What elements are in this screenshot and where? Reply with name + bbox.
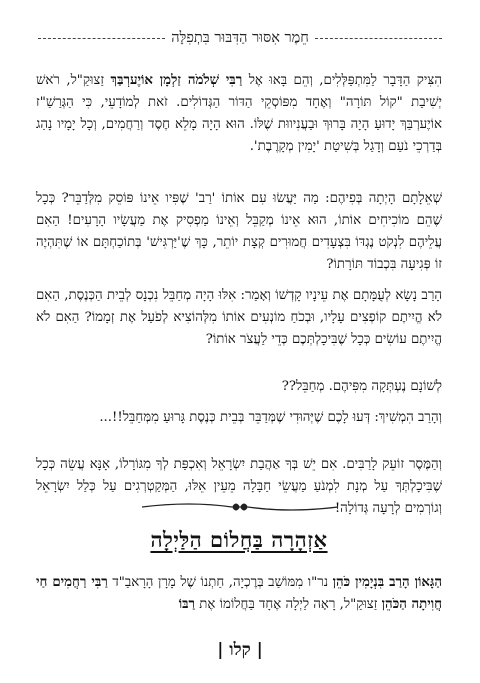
- page-number: | קלו |: [217, 640, 263, 660]
- paragraph-3-text: הָרַב נָשָׂא לְעֻמָּתָם אֶת עֵינָיו קָדְשׁוֹ וְאָמַר: אִלּוּ הָיָה מְחַבֵּל נִכְנָס לְבֵית הַכְּנֶסֶת, הַאִם לֹא הֱיִיתֶם קוֹפְצִים עָלָיו, וּבְכֹחַ מוֹנְעִים אוֹתוֹ מִלְּהוֹצִיא לְפֹעַל אֶת זְמָמוֹ? הַאִם לֹא הֱיִיתֶם עוֹשִׂים כְּכָל שֶׁבִּיכָלְתְּכֶם כְּדֵי לַעֲצֹר אוֹתוֹ?: [36, 288, 442, 347]
- paragraph-5: [36, 407, 442, 429]
- running-header: [32, 28, 448, 48]
- section-lead-rest: נר"ו מִמּוֹשַׁב בְּרֶכְיָה, חַתְנוֹ שֶׁל מָרָן הָרָאבַ"ד: [112, 575, 329, 590]
- section-divider: [140, 497, 340, 517]
- paragraph-1: [36, 70, 442, 158]
- paragraph-2-text: שְׁאֵלָתָם הָיְתָה בְּפִיהֶם: מַה יַּעֲשׂוּ עִם אוֹתוֹ 'רַב' שֶׁפִּיו אֵינוֹ פּוֹסֵק מִלְּדַבֵּר? כְּכָל שֶׁהֵם מוֹכִיחִים אוֹתוֹ, הוּא אֵינוֹ מְקַבֵּל וְאֵינוֹ מַפְסִיק אֶת מַעֲשָׂיו הָרָעִים! הַאִם עֲלֵיהֶם לִנְקֹט נֶגְדּוֹ בִּצְעָדִים חֲמוּרִים קְצָת יוֹתֵר, כָּךְ שֶׁ'יַּרְגִּישׁ' בְּתוֹכַחְתָּם אוֹ שֶׁתִּהְיֶה זוֹ פְּגִיעָה בִּכְבוֹד תּוֹרָתוֹ?: [36, 191, 442, 272]
- paragraph-2: [36, 188, 442, 276]
- paragraph-4: [36, 376, 442, 398]
- rabbi-name: רַבִּי שְׁלֹמֹה זַלְמָן אוֹיֶערְבַּךְ: [110, 73, 243, 88]
- running-header-title: חֵמֶר אִסּוּר הַדִּבּוּר בִּתְפִלָּה: [171, 29, 309, 46]
- header-rule-left: [38, 38, 165, 39]
- section-line-end: רַבּוֹ: [178, 597, 196, 612]
- paragraph-1-rest: זַצוּקַ"ל, רֹאשׁ יְשִׁיבַת "קוֹל תּוֹרָה" וְאֶחָד מִפּוֹסְקֵי הַדּוֹר הַגְּדוֹלִים. זֹאת לְמוֹדָעֵי, כִּי הַגְּרַשַׁ"ז אוֹיֶערְבַּךְ יָדוּעַ הָיָה בָּרוּךְ וּבַעֲנִיווּת שֶׁלּוֹ. הוּא הָיָה מָלֵא חֶסֶד וְרַחֲמִים, וְכָל יָמָיו נָהַג בְּדַרְכֵי נֹעַם וְדָגַל בְּשִׁיטַת 'יָמִין מְקָרֶבֶת'.: [36, 73, 442, 154]
- paragraph-1-lead: הִצִּיק הַדָּבָר לַמִּתְפַּלְּלִים, וְהֵם בָּאוּ אֶל: [248, 73, 442, 88]
- section-paragraph: [36, 572, 442, 616]
- paragraph-3: [36, 285, 442, 351]
- ornament-icon: [140, 499, 340, 515]
- header-rule-right: [315, 38, 442, 39]
- section-title: אַזְהָרָה בַּחֲלוֹם הַלַּיְלָה: [150, 527, 328, 552]
- section-second-rest: זַצוּקַ"ל, רָאָה לַיְלָה אֶחָד בַּחֲלוֹמוֹ אֶת: [199, 597, 378, 612]
- section-second-name: רַבִּי רַחֲמִים חַי חֲוִיתָה הַכֹּהֵן: [36, 575, 442, 612]
- section-lead-name: הַגָּאוֹן הָרַב בִּנְיָמִין כֹּהֵן: [332, 575, 442, 590]
- paragraph-6-text: וְהַמֶּסֶר זוֹעֵק לָרַבִּים. אִם יֵשׁ בְּךָ אַהֲבַת יִשְׂרָאֵל וְאִכְפַּת לְךָ מִגּוֹרָלוֹ, אָנָּא עֲשֵׂה כְּכָל שֶׁבִּיכָלְתְּךָ עַל מְנָת לִמְנֹעַ מַעֲשֵׂי חַבָּלָה מֵעֵין אֵלּוּ, הַמְּקַטְרְגִים עַל כְּלַל יִשְׂרָאֵל וְגוֹרְמִים לְרָעָה גְּדוֹלָה!: [36, 457, 442, 516]
- paragraph-4-text: לְשׁוֹנָם נֶעְתְּקָה מִפִּיהֶם. מְחַבֵּל??: [281, 379, 442, 394]
- paragraph-5-text: וְהָרַב הִמְשִׁיךְ: דְּעוּ לָכֶם שֶׁיְּהוּדִי שֶׁמְּדַבֵּר בְּבֵית כְּנֶסֶת גָּרוּעַ מִמְּחַבֵּל!!...: [99, 410, 442, 425]
